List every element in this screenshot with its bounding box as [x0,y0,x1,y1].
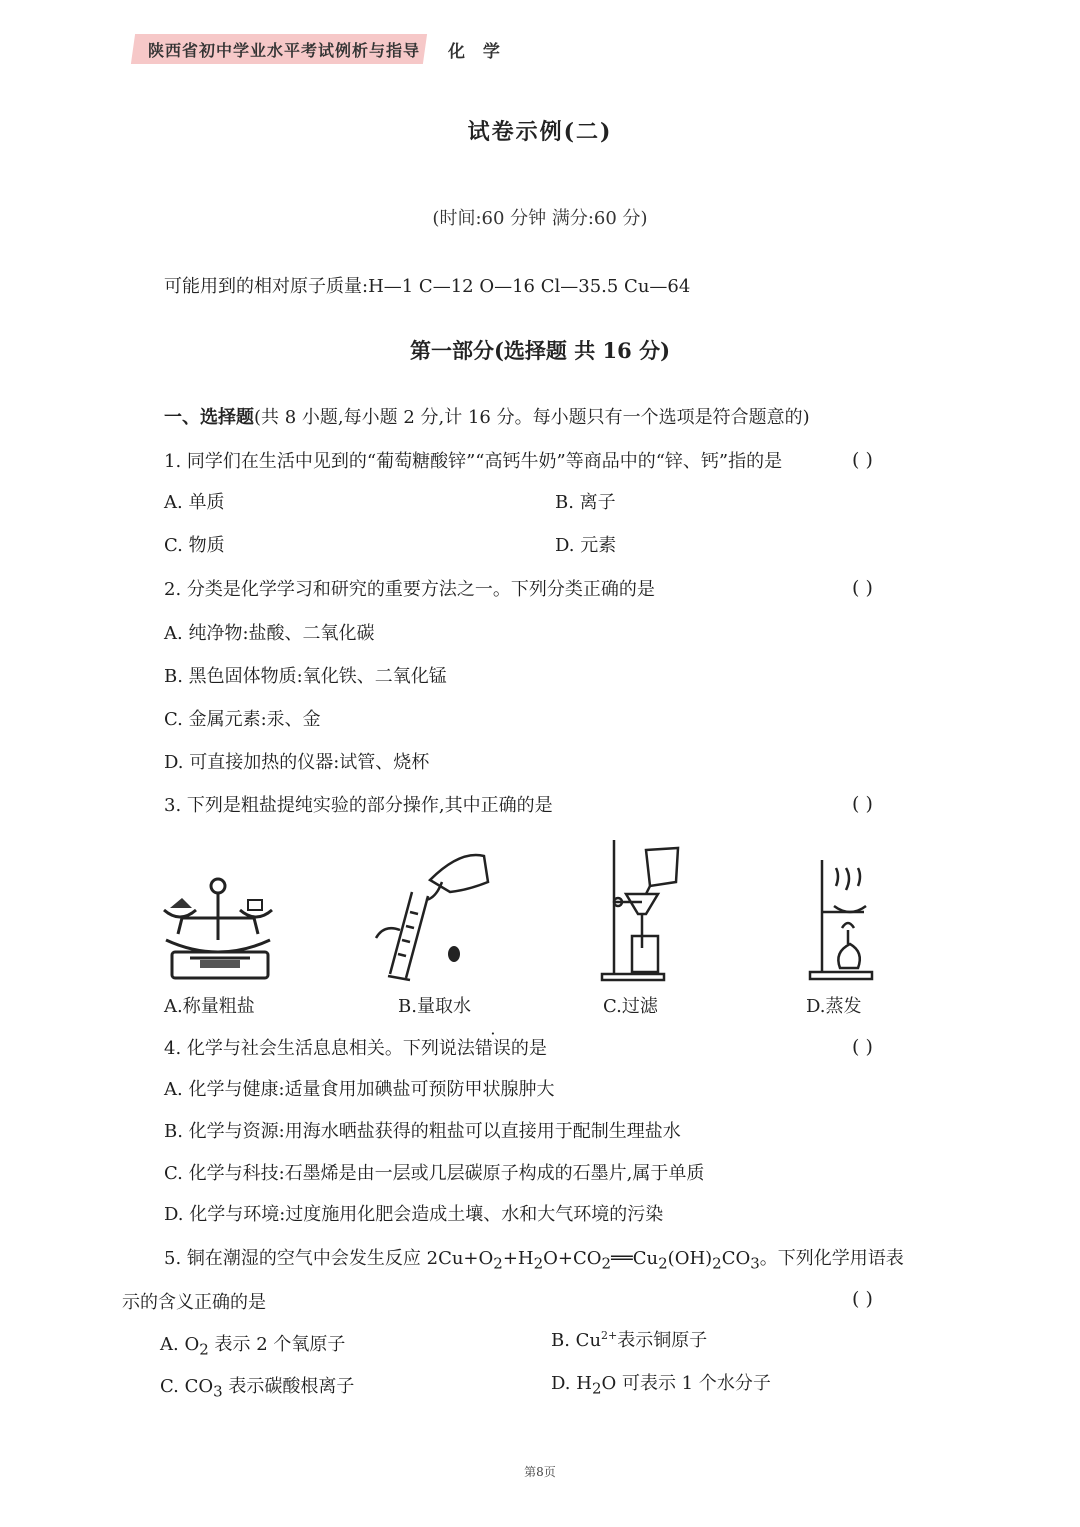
page-number: 第8页 [524,1465,556,1479]
section-detail: (共 8 小题,每小题 2 分,计 16 分。每小题只有一个选项是符合题意的) [254,407,810,428]
figure-d-label: D.蒸发 [806,996,862,1017]
graduated-cylinder-icon [370,842,498,982]
question-1-option-d: D. 元素 [555,535,617,556]
section-heading [164,403,810,429]
question-1-option-b: B. 离子 [555,492,616,513]
question-5-option-d [551,1369,771,1398]
question-4-option-a: A. 化学与健康:适量食用加碘盐可预防甲状腺肿大 [164,1079,555,1100]
header-subject: 化 学 [448,42,506,62]
q5-opt-b-rest: 表示铜原子 [617,1330,708,1351]
q5-opt-d-rest: O 可表示 1 个水分子 [601,1373,771,1394]
q5-sub-co3: 3 [750,1254,760,1273]
question-5-stem-line1 [164,1244,904,1273]
q5-text-a: 5. 铜在潮湿的空气中会发生反应 2Cu+O [164,1248,494,1269]
question-5-option-b [551,1326,707,1352]
question-1-stem: 1. 同学们在生活中见到的“葡萄糖酸锌”“高钙牛奶”等商品中的“锌、钙”指的是 [164,451,783,472]
q5-opt-b-sup: 2+ [601,1329,618,1342]
question-4-emphasis: 错误 [474,1038,511,1059]
question-5-answer-paren: ( ) [852,1288,873,1310]
q5-opt-a-rest: 表示 2 个氧原子 [208,1334,346,1355]
question-2-option-c: C. 金属元素:汞、金 [164,709,321,730]
q5-sub-oh2: 2 [712,1254,722,1273]
q5-text-g: 。下列化学用语表 [759,1248,904,1269]
section-label: 一、选择题 [164,407,254,428]
q5-sub-o2: 2 [493,1254,503,1273]
time-info: (时间:60 分钟 满分:60 分) [432,208,648,229]
q5-opt-a-sub: 2 [199,1340,209,1359]
question-1-option-a: A. 单质 [164,492,225,513]
figure-a-label: A.称量粗盐 [164,996,255,1017]
question-1-answer-paren: ( ) [852,449,873,471]
page-title: 试卷示例(二) [467,119,613,145]
figure-c-label: C.过滤 [603,996,658,1017]
q5-text-e: (OH) [667,1248,713,1269]
question-3-answer-paren: ( ) [852,793,873,815]
question-2-option-d: D. 可直接加热的仪器:试管、烧杯 [164,752,430,773]
question-3-stem: 3. 下列是粗盐提纯实验的部分操作,其中正确的是 [164,795,553,816]
q5-text-c: O+CO [543,1248,602,1269]
question-5-option-a [160,1330,345,1359]
question-4-option-c: C. 化学与科技:石墨烯是由一层或几层碳原子构成的石墨片,属于单质 [164,1163,705,1184]
question-2-stem: 2. 分类是化学学习和研究的重要方法之一。下列分类正确的是 [164,579,655,600]
q5-opt-c-text: C. CO [160,1376,214,1397]
q5-text-b: +H [502,1248,534,1269]
q5-opt-c-rest: 表示碳酸根离子 [222,1376,355,1397]
q5-opt-c-sub: 3 [213,1382,223,1401]
atomic-masses: 可能用到的相对原子质量:H—1 C—12 O—16 Cl—35.5 Cu—64 [164,276,691,297]
q5-sub-h2: 2 [533,1254,544,1273]
q5-text-d: ══Cu [611,1248,659,1269]
question-4-option-b: B. 化学与资源:用海水晒盐获得的粗盐可以直接用于配制生理盐水 [164,1121,681,1142]
question-4-stem-end: 的是 [510,1038,547,1059]
question-2-answer-paren: ( ) [852,577,873,599]
filtration-setup-icon [598,830,692,982]
question-4-stem-start: 4. 化学与社会生活息息相关。下列说法 [164,1038,475,1059]
q5-opt-d-text: D. H [551,1373,592,1394]
part-title: 第一部分(选择题 共 16 分) [409,338,671,363]
q5-sub-cu2: 2 [658,1254,668,1273]
question-5-option-c [160,1372,354,1401]
header-book-title: 陕西省初中学业水平考试例析与指导 [148,41,421,60]
question-5-stem-line2: 示的含义正确的是 [122,1292,266,1313]
question-4-option-d: D. 化学与环境:过度施用化肥会造成土壤、水和大气环境的污染 [164,1204,664,1225]
question-4-answer-paren: ( ) [852,1036,873,1058]
evaporation-setup-icon [806,856,876,982]
q5-opt-d-sub: 2 [591,1379,602,1398]
q5-sub-co2: 2 [601,1254,612,1273]
question-4-stem [164,1034,547,1060]
q5-opt-a-text: A. O [160,1334,200,1355]
figure-b-label: B.量取水 [398,996,471,1017]
q5-text-f: CO [721,1248,751,1269]
question-2-option-b: B. 黑色固体物质:氧化铁、二氧化锰 [164,666,447,687]
balance-scale-icon [160,868,276,982]
question-2-option-a: A. 纯净物:盐酸、二氧化碳 [164,623,375,644]
q5-opt-b-text: B. Cu [551,1330,602,1351]
question-1-option-c: C. 物质 [164,535,225,556]
